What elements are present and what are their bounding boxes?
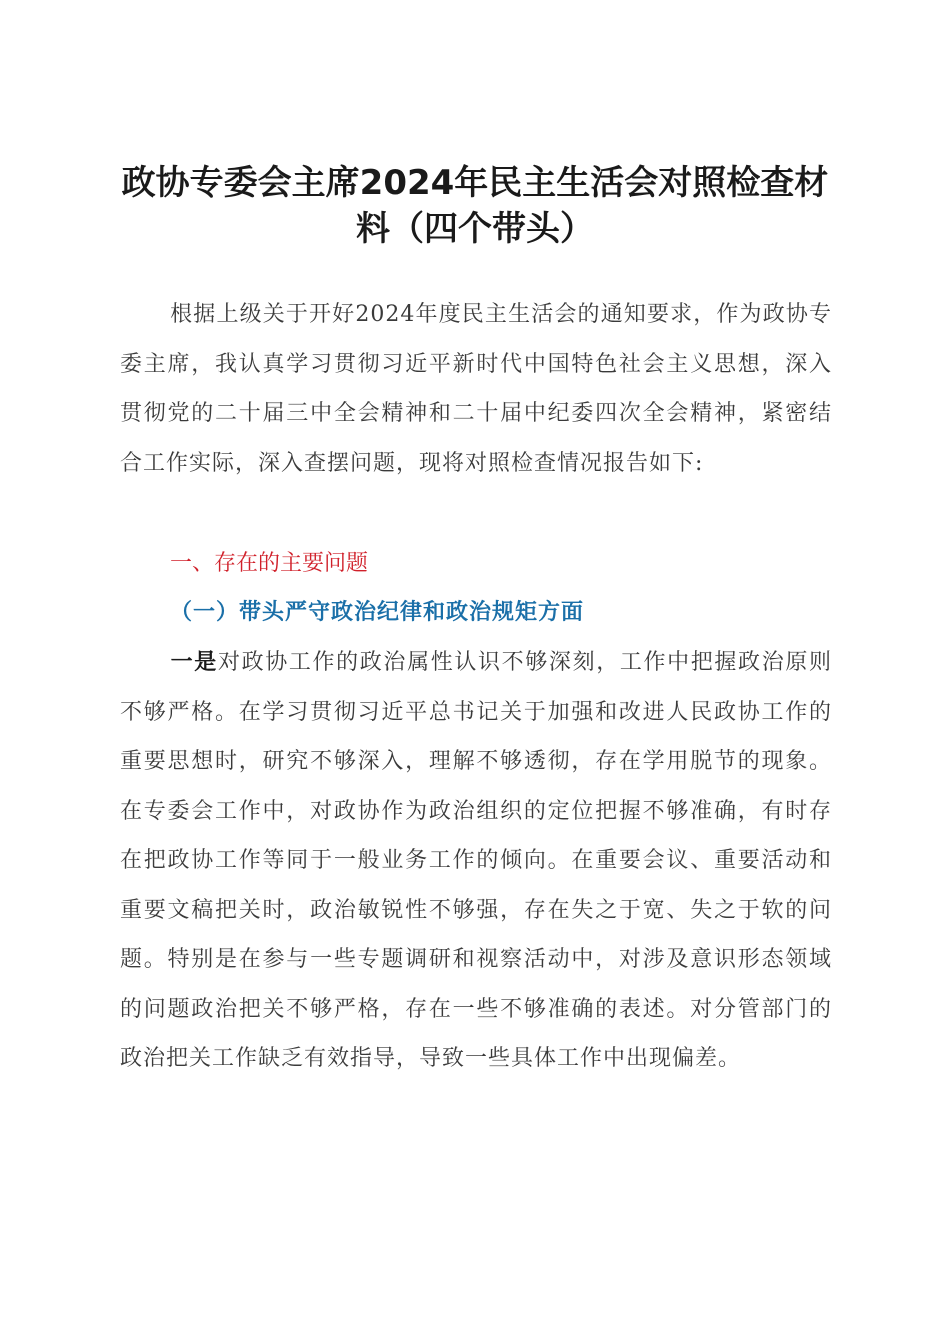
title-line-1: 政协专委会主席2024年民主生活会对照检查材 xyxy=(121,163,829,203)
intro-paragraph xyxy=(120,290,832,488)
item-text: 对政协工作的政治属性认识不够深刻，工作中把握政治原则不够严格。在学习贯彻习近平总书记关于加强和改进人民政协工作的重要思想时，研究不够深入，理解不够透彻，存在学用脱节的现象。在专委会工作中，对政协作为政治组织的定位把握不够准确，有时存在把政协工作等同于一般业务工作的倾向。在重要会议、重要活动和重要文稿把关时，政治敏锐性不够强，存在失之于宽、失之于软的问题。特别是在参与一些专题调研和视察活动中，对涉及意识形态领域的问题政治把关不够严格，存在一些不够准确的表述。对分管部门的政治把关工作缺乏有效指导，导致一些具体工作中出现偏差。 xyxy=(120,650,832,1071)
item-lead: 一是 xyxy=(170,650,218,675)
document-title xyxy=(110,160,840,252)
section-heading: 一、存在的主要问题 xyxy=(170,551,369,576)
title-line-2: 料（四个带头） xyxy=(356,209,594,249)
subsection-heading: （一）带头严守政治纪律和政治规矩方面 xyxy=(170,599,585,625)
item-paragraph xyxy=(120,638,832,1084)
intro-text: 根据上级关于开好2024年度民主生活会的通知要求，作为政协专委主席，我认真学习贯彻习近平新时代中国特色社会主义思想，深入贯彻党的二十届三中全会精神和二十届中纪委四次全会精神，紧密结合工作实际，深入查摆问题，现将对照检查情况报告如下: xyxy=(120,302,832,476)
